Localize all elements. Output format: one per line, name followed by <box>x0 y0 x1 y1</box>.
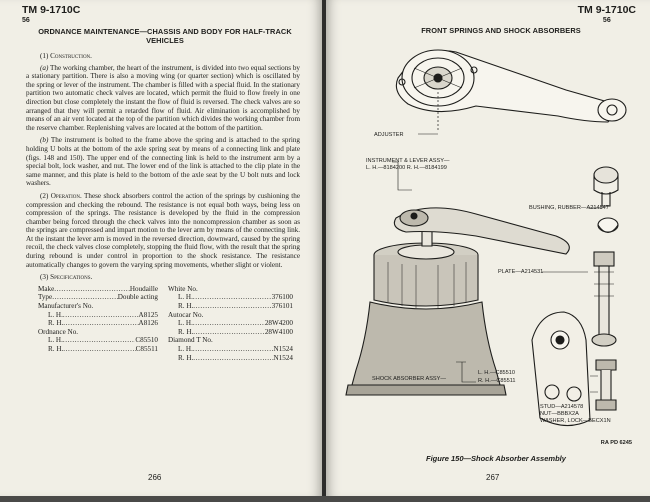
spec-row <box>168 311 293 320</box>
spec-row <box>168 302 293 311</box>
left-tm-number: TM 9-1710C <box>22 4 81 16</box>
spec-leader-dots <box>54 285 130 294</box>
label-washer-lock: WASHER, LOCK—BECX1N <box>540 418 611 424</box>
spec-value: 28W4100 <box>264 327 293 336</box>
label-instrument-lever-assy-numbers: L. H.—8184200 R. H.—8184199 <box>366 165 447 171</box>
spec-value: A8125 <box>138 310 158 319</box>
spec-row <box>168 328 293 337</box>
right-page <box>326 0 650 496</box>
spec-row <box>168 293 293 302</box>
spec-value: 28W4200 <box>264 319 293 328</box>
left-header-small-number: 56 <box>22 17 30 24</box>
spec-leader-dots <box>52 293 118 302</box>
spec-row <box>168 354 293 363</box>
spec-value: C85511 <box>135 345 158 353</box>
spec-leader-dots <box>63 319 138 328</box>
spec-value: A8126 <box>138 319 158 328</box>
spec-key: Ordnance No. <box>38 327 79 336</box>
figure-caption: Figure 150—Shock Absorber Assembly <box>426 454 566 463</box>
spec-key: L. H. <box>178 345 193 353</box>
spec-row <box>38 328 158 337</box>
spec-key: Make <box>38 284 55 293</box>
spec-leader-dots <box>193 302 271 311</box>
left-page-number: 266 <box>148 473 162 482</box>
spec-row <box>38 319 158 328</box>
spec-leader-dots <box>193 293 272 302</box>
construction-heading: (1) Construction. <box>40 52 92 60</box>
spec-key: R. H. <box>178 327 194 336</box>
spec-key: L. H. <box>48 336 63 345</box>
left-running-header <box>22 4 80 24</box>
spec-key: L. H. <box>178 319 193 328</box>
spec-leader-dots <box>193 319 265 328</box>
spec-key: R. H. <box>48 345 64 353</box>
spec-key: Diamond T No. <box>168 336 213 345</box>
spec-key: R. H. <box>48 319 64 328</box>
spec-value: N1524 <box>273 345 293 353</box>
spec-row <box>168 345 293 354</box>
spec-leader-dots <box>63 311 139 320</box>
spec-row <box>168 336 293 345</box>
left-body-text <box>26 52 300 362</box>
spec-value: N1524 <box>273 353 293 362</box>
spec-value: 376101 <box>271 302 293 311</box>
spec-leader-dots <box>63 345 135 354</box>
label-shock-absorber-lh: L. H.—C85510 <box>478 370 516 376</box>
spec-key: Autocar No. <box>168 310 204 319</box>
spec-leader-dots <box>198 285 293 294</box>
spec-key: R. H. <box>178 353 194 362</box>
label-bushing-rubber: BUSHING, RUBBER—A214547 <box>529 205 609 211</box>
spec-key: White No. <box>168 284 198 293</box>
right-tm-number: TM 9-1710C <box>577 4 636 16</box>
paragraph-a: (a) The working chamber, the heart of the instrument, is divided into two equal sections by a stationary partition. There is also a moving wing (or quarter section) which is oscillated by the spring or lever of the instrument. The chamber is filled with a special fluid. In the stationary partition two automatic check valves are located, which permit the fluid to flow freely in one direction but close completely the instant the flow of fluid is reversed. The check valves are so arranged that they will permit a retarded flow of fluid. Air elimination is accomplished by means of an air vent located at the top of the partition which divides the working chamber from the reserve chamber. Replenishing valves are located at the bottom of the partition. <box>26 63 301 132</box>
specifications-heading: (3) Specifications. <box>40 273 93 282</box>
operation-paragraph: (2) Operation. These shock absorbers control the action of the springs by cushioning the compression and checking the rebound. The resistance is not equal both ways, being less on compression of the springs. The resistance is developed by the fluid in the compression chamber being forced through the check valves into the noncompression chamber as soon as the springs are compressed and impart motion to the lever arm by means of the connecting link. At the instant the lever arm is moved in the reversed direction, downward, caused by the spring recoil, the check valves close completely, stopping the fluid flow, with the result that the spring during rebound is under control in proportion to the shock resistance. The resistance automatically changes to govern the varying spring movements, whether slight or violent. <box>26 191 300 269</box>
paragraph-b: (b) The instrument is bolted to the frame above the spring and is attached to the spring holding U bolts at the bottom of the axle spring seat by means of a connecting link and plate (figs. 148 and 150). The upper end of the connecting link is held to the instrument arm by a special bolt, lock washer, and nut. The lower end of the link is attached to the clip plate in the same manner, and this plate is held to the bottom of the axle seat by the U bolt nuts and lock washers. <box>26 136 300 188</box>
spec-leader-dots <box>203 311 293 320</box>
spec-row <box>168 319 293 328</box>
label-stud: STUD—A214578 <box>540 404 584 410</box>
label-shock-absorber-rh: R. H.—C85511 <box>478 378 516 384</box>
spec-row <box>38 285 158 294</box>
spec-key: L. H. <box>178 293 193 302</box>
spec-leader-dots <box>93 302 158 311</box>
spec-value: Double acting <box>117 293 158 302</box>
spec-row <box>38 293 158 302</box>
spec-leader-dots <box>193 345 274 354</box>
right-running-header <box>578 4 636 24</box>
specs-column-right <box>168 285 293 362</box>
right-page-title: FRONT SPRINGS AND SHOCK ABSORBERS <box>421 26 581 35</box>
spec-leader-dots <box>78 328 158 337</box>
spec-leader-dots <box>193 328 265 337</box>
specs-column-left <box>38 285 158 362</box>
left-page <box>0 0 322 496</box>
spec-leader-dots <box>193 354 273 363</box>
spec-key: Type <box>38 293 53 302</box>
spec-value: C85510 <box>135 336 158 345</box>
spec-leader-dots <box>63 336 136 345</box>
label-nut: NUT—BBBX2A <box>540 411 579 417</box>
ra-pd-number: RA PD 6245 <box>600 440 632 446</box>
spec-key: R. H. <box>178 302 194 311</box>
spec-key: L. H. <box>48 310 63 319</box>
label-adjuster: ADJUSTER <box>374 132 404 138</box>
label-instrument-lever-assy: INSTRUMENT & LEVER ASSY— <box>366 158 450 164</box>
spec-value: 376100 <box>271 293 293 302</box>
spec-row <box>38 302 158 311</box>
spec-row <box>168 285 293 294</box>
spec-leader-dots <box>213 336 293 345</box>
left-page-title: ORDNANCE MAINTENANCE—CHASSIS AND BODY FOR HALF-TRACK VEHICLES <box>38 27 292 45</box>
label-shock-absorber-assy: SHOCK ABSORBER ASSY— <box>372 376 446 382</box>
label-plate: PLATE—A214531 <box>498 269 544 275</box>
spec-row <box>38 311 158 320</box>
spec-value: Houdaille <box>129 284 158 293</box>
spec-row <box>38 336 158 345</box>
spec-row <box>38 345 158 354</box>
spec-key: Manufacturer's No. <box>38 302 94 311</box>
specifications-table <box>26 285 300 362</box>
right-page-number: 267 <box>486 473 500 482</box>
right-header-small-number: 56 <box>602 17 611 24</box>
